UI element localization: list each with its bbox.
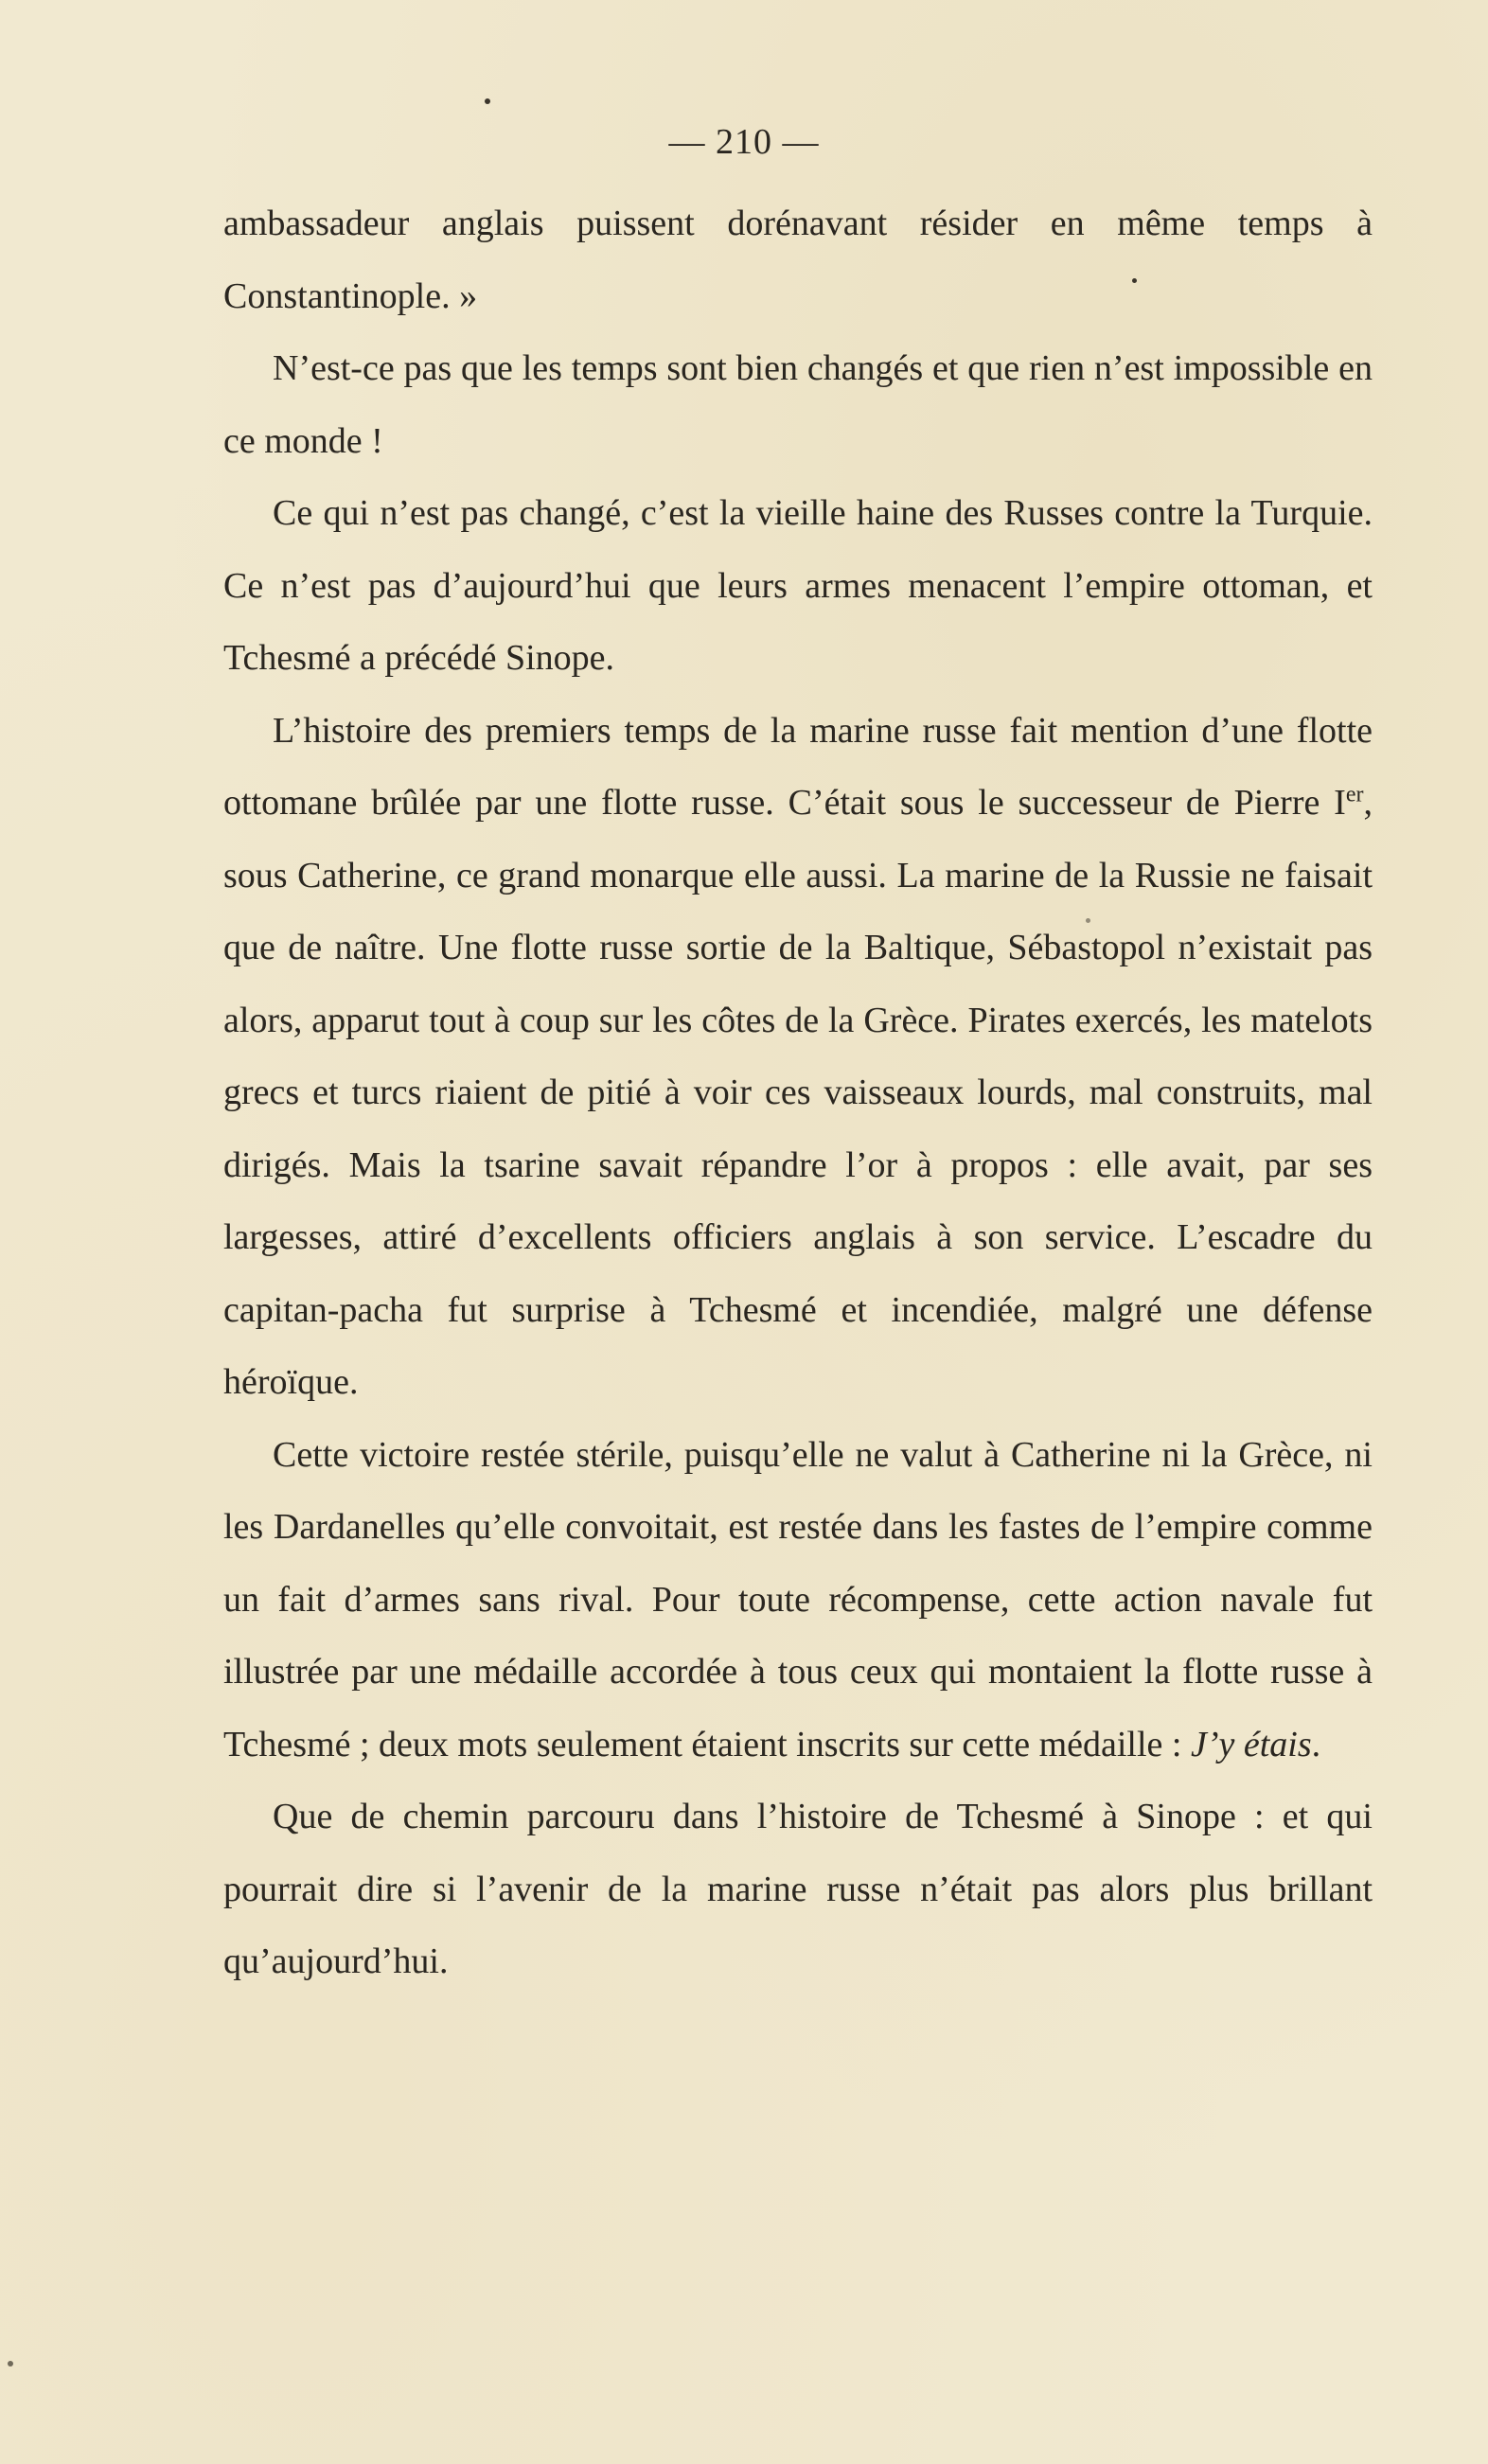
ink-speck [1132, 278, 1137, 283]
page-number: — 210 — [668, 122, 820, 162]
paragraph-5 [223, 1419, 1373, 1782]
ink-speck [8, 2361, 13, 2367]
ink-speck [485, 98, 490, 104]
italic-quote: J’y étais [1190, 1724, 1312, 1764]
body-text [223, 187, 1373, 1998]
paragraph-5-part-1: Cette victoire restée stérile, puisqu’elle ne valut à Catherine ni la Grèce, ni les Dardanelles qu’elle convoitait, est restée dans les fastes de l’empire comme un fait d’armes sans rival. Pour toute récompense, cette action navale fut illustrée par une médaille accordée à tous ceux qui montaient la flotte russe à Tchesmé ; deux mots seulement étaient inscrits sur cette médaille : [223, 1434, 1373, 1764]
paragraph-4 [223, 695, 1373, 1419]
paragraph-4-part-2: , sous Catherine, ce grand monarque elle aussi. La marine de la Russie ne faisait que de naître. Une flotte russe sortie de la Baltique, Sébastopol n’existait pas alors, apparut tout à coup sur les côtes de la Grèce. Pirates exercés, les matelots grecs et turcs riaient de pitié à voir ces vaisseaux lourds, mal construits, mal dirigés. Mais la tsarine savait répandre l’or à propos : elle avait, par ses largesses, attiré d’excellents officiers anglais à son service. L’escadre du capitan-pacha fut surprise à Tchesmé et incendiée, malgré une défense héroïque. [223, 783, 1373, 1402]
paragraph-4-part-1: L’histoire des premiers temps de la marine russe fait mention d’une flotte ottomane brûlée par une flotte russe. C’était sous le successeur de Pierre I [223, 710, 1373, 823]
paragraph-5-part-2: . [1311, 1724, 1321, 1764]
paragraph-1: ambassadeur anglais puissent dorénavant résider en même temps à Constantinople. » [223, 204, 1373, 316]
ink-speck [1086, 918, 1090, 923]
paragraph-6: Que de chemin parcouru dans l’histoire de Tchesmé à Sinope : et qui pourrait dire si l’avenir de la marine russe n’était pas alors plus brillant qu’aujourd’hui. [223, 1797, 1373, 1981]
superscript-er: er [1345, 782, 1364, 807]
paragraph-2: N’est-ce pas que les temps sont bien changés et que rien n’est impossible en ce monde ! [223, 348, 1373, 461]
paragraph-3: Ce qui n’est pas changé, c’est la vieille haine des Russes contre la Turquie. Ce n’est pas d’aujourd’hui que leurs armes menacent l’empire ottoman, et Tchesmé a précédé Sinope. [223, 493, 1373, 678]
